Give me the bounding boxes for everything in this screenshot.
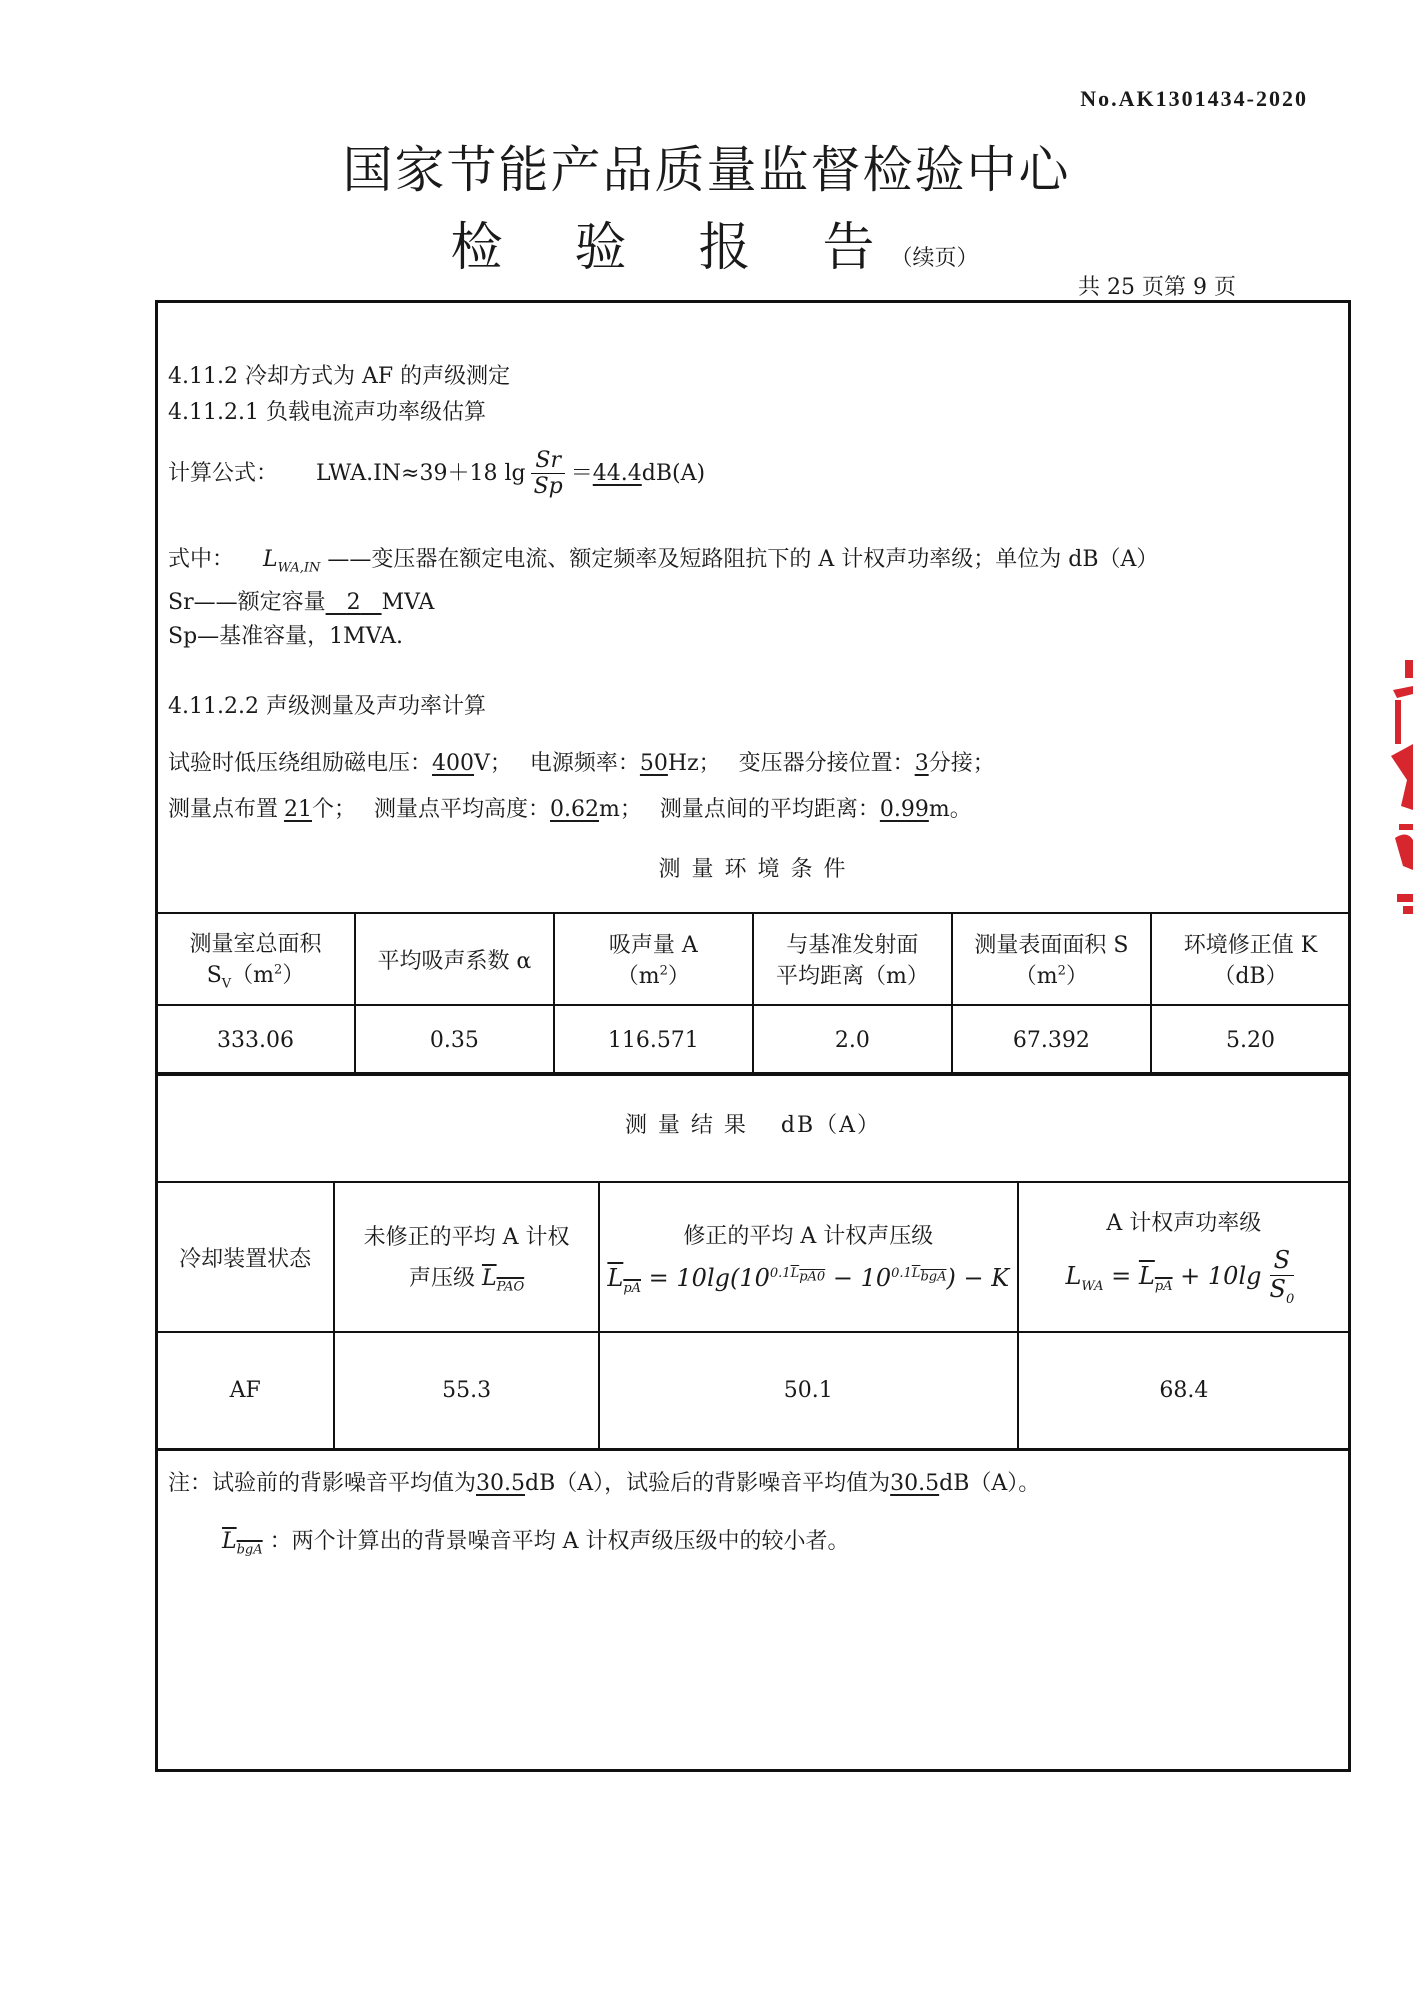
env-value: 5.20: [1151, 1005, 1350, 1075]
page-info: 共 25 页第 9 页: [1078, 275, 1236, 300]
env-value: 333.06: [156, 1005, 355, 1075]
measurement-points-line: 测量点布置 21个； 测量点平均高度：0.62m； 测量点间的平均距离：0.99m。: [168, 797, 972, 822]
result-state: AF: [156, 1332, 334, 1449]
subsection-heading: 4.11.2.2 声级测量及声功率计算: [168, 694, 486, 719]
env-conditions-title: 测 量 环 境 条 件: [658, 857, 848, 882]
env-header: 与基准发射面 平均距离（m）: [753, 913, 952, 1005]
result-header-state: 冷却装置状态: [156, 1182, 334, 1332]
result-power: 68.4: [1018, 1332, 1350, 1449]
lwain-symbol: $L_{WA,IN}$: [263, 547, 321, 576]
environment-table: [155, 912, 1351, 1076]
formula-equals: ＝: [570, 460, 593, 486]
sr-line: [168, 589, 434, 618]
note-line: 注：试验前的背影噪音平均值为30.5dB（A），试验后的背影噪音平均值为30.5dB（A）。: [168, 1471, 1041, 1496]
sr-value: 2: [346, 590, 361, 615]
test-conditions-line: 试验时低压绕组励磁电压：400V； 电源频率：50Hz； 变压器分接位置：3分接；: [168, 751, 995, 776]
result-title: 测 量 结 果 dB（A）: [624, 1113, 882, 1138]
noise-after: 30.5: [890, 1471, 940, 1496]
formula-left: LWA.IN≈39＋18 lg: [316, 460, 526, 486]
formula-label: 计算公式：: [168, 460, 279, 486]
power-formula: $L_{WA} = L_{pA} + 10\lg$ $\frac{S}{S_0}$: [1065, 1246, 1295, 1307]
result-corrected: 50.1: [599, 1332, 1018, 1449]
lbga-symbol: $L_{bgA}$: [222, 1529, 263, 1558]
lbga-description: ：两个计算出的背景噪音平均 A 计权声级压级中的较小者。: [269, 1529, 850, 1554]
distance-value: 0.99: [879, 797, 929, 822]
noise-before: 30.5: [476, 1471, 525, 1496]
formula-line: [168, 448, 705, 500]
lbga-note: [222, 1528, 850, 1559]
title-char: 告: [822, 218, 875, 278]
formula-numerator: Sr: [531, 448, 565, 474]
where-label: 式中：: [168, 547, 235, 572]
voltage-value: 400: [432, 751, 475, 776]
sr-unit: MVA: [381, 590, 435, 615]
frequency-value: 50: [639, 751, 668, 776]
results-table: [155, 1181, 1351, 1450]
env-header: 环境修正值 K （dB）: [1151, 913, 1350, 1005]
where-line: [168, 546, 1158, 577]
title-char: 报: [698, 218, 751, 278]
result-header-corrected: 修正的平均 A 计权声压级 $L_{pA} = 10\lg(10^{0.1L_{pA0}} - 10^{0.1L_{bgA}}) - K$: [599, 1182, 1018, 1332]
env-header: 吸声量 A $(m^2)$: [554, 913, 753, 1005]
formula-unit: dB(A): [641, 460, 706, 486]
seal-stamp-fragment: [1387, 660, 1413, 940]
subsection-heading: 4.11.2.1 负载电流声功率级估算: [168, 400, 486, 425]
env-header: 测量表面面积 S $(m^2)$: [952, 913, 1151, 1005]
env-value: 67.392: [952, 1005, 1151, 1075]
points-value: 21: [284, 797, 313, 822]
continued-label: （续页）: [890, 246, 979, 271]
env-value: 116.571: [554, 1005, 753, 1075]
section-heading: 4.11.2 冷却方式为 AF 的声级测定: [168, 364, 511, 389]
formula-denominator: Sp: [533, 474, 563, 500]
divider: [155, 1072, 1351, 1075]
result-header-power: A 计权声功率级 $L_{WA} = L_{pA} + 10\lg$ $\frac{S}{S_0}$: [1018, 1182, 1350, 1332]
env-value: 0.35: [355, 1005, 554, 1075]
sp-line: Sp—基准容量，1MVA.: [168, 624, 403, 649]
corrected-formula: $L_{pA} = 10\lg(10^{0.1L_{pA0}} - 10^{0.1L_{bgA}}) - K$: [607, 1263, 1010, 1296]
result-header-uncorrected: 未修正的平均 A 计权 声压级 $L_{PAO}$: [334, 1182, 599, 1332]
title-char: 检: [450, 218, 503, 278]
report-title: [0, 205, 1413, 280]
report-number: No.AK1301434-2020: [1080, 86, 1308, 111]
formula-value: 44.4: [592, 460, 642, 486]
divider: [155, 1448, 1351, 1451]
sr-label: Sr——额定容量: [168, 590, 326, 615]
title-char: 验: [574, 218, 627, 278]
organization-title: 国家节能产品质量监督检验中心: [342, 141, 1071, 199]
env-header: 测量室总面积 $S_V(m^2)$: [156, 913, 355, 1005]
where-text: ——变压器在额定电流、额定频率及短路阻抗下的 A 计权声功率级；单位为 dB（A）: [327, 547, 1159, 572]
height-value: 0.62: [550, 797, 599, 822]
env-value: 2.0: [753, 1005, 952, 1075]
result-uncorrected: 55.3: [334, 1332, 599, 1449]
env-header: 平均吸声系数 α: [355, 913, 554, 1005]
formula-fraction: [530, 448, 567, 500]
tap-value: 3: [914, 751, 929, 776]
